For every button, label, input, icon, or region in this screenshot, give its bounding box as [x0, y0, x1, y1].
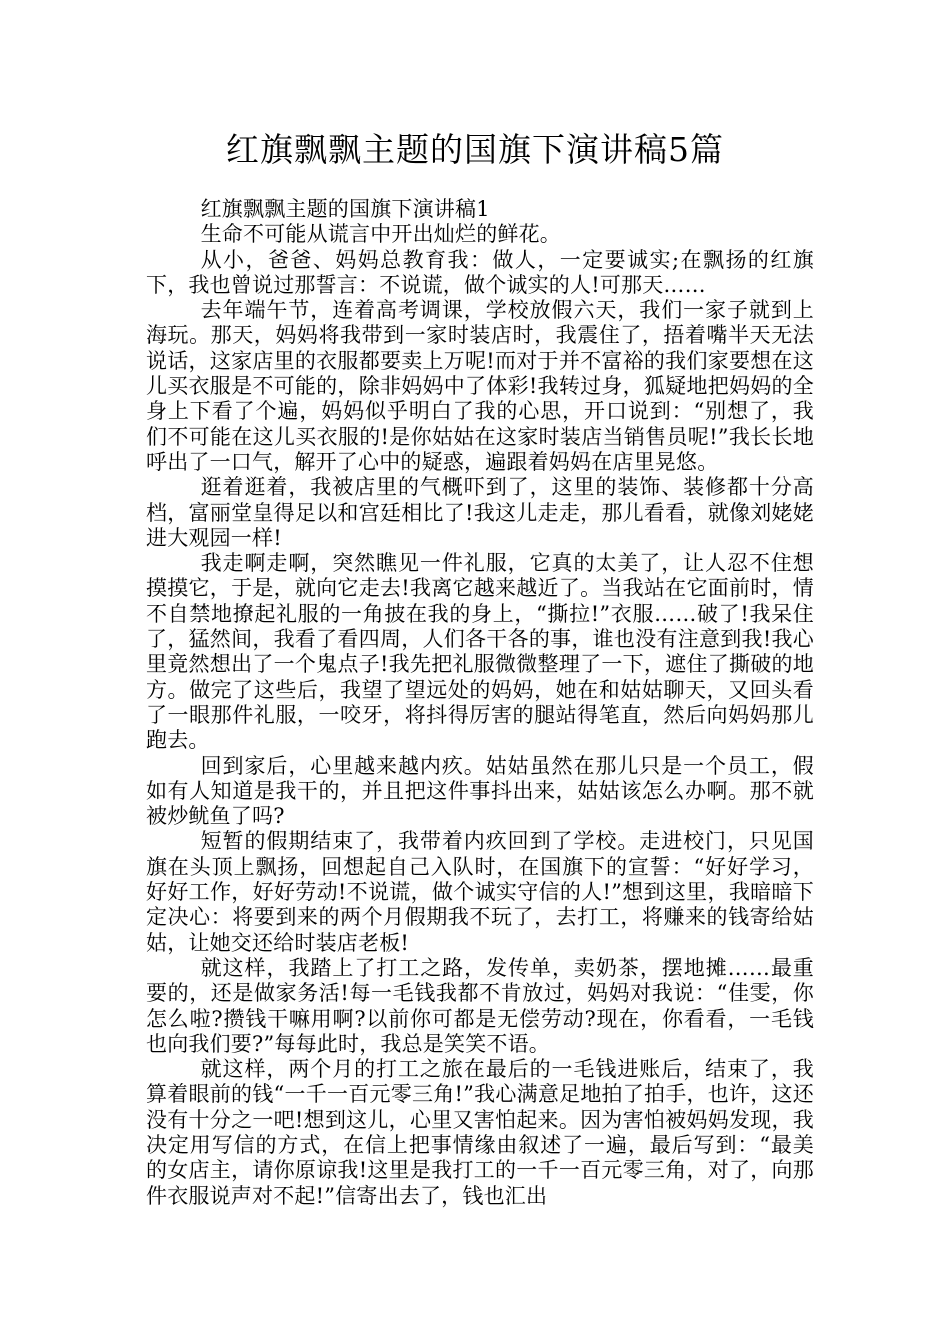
body-paragraph: 我走啊走啊，突然瞧见一件礼服，它真的太美了，让人忍不住想摸摸它，于是，就向它走去!我离它越来越近了。当我站在它面前时，情不自禁地撩起礼服的一角披在我的身上，“撕拉!”衣服……破了!我呆住了，猛然间，我看了看四周，人们各干各的事，谁也没有注意到我!我心里竟然想出了一个鬼点子!我先把礼服微微整理了一下，遮住了撕破的地方。做完了这些后，我望了望远处的妈妈，她在和姑姑聊天，又回头看了一眼那件礼服，一咬牙，将抖得厉害的腿站得笔直，然后向妈妈那儿跑去。	[146, 551, 814, 753]
body-paragraph: 回到家后，心里越来越内疚。姑姑虽然在那儿只是一个员工，假如有人知道是我干的，并且把这件事抖出来，姑姑该怎么办啊。那不就被炒鱿鱼了吗?	[146, 753, 814, 829]
body-paragraph: 从小，爸爸、妈妈总教育我：做人，一定要诚实;在飘扬的红旗下，我也曾说过那誓言：不说谎，做个诚实的人!可那天……	[146, 247, 814, 297]
body-paragraph: 去年端午节，连着高考调课，学校放假六天，我们一家子就到上海玩。那天，妈妈将我带到一家时装店时，我震住了，捂着嘴半天无法说话，这家店里的衣服都要卖上万呢!而对于并不富裕的我们家要想在这儿买衣服是不可能的，除非妈妈中了体彩!我转过身，狐疑地把妈妈的全身上下看了个遍，妈妈似乎明白了我的心思，开口说到：“别想了，我们不可能在这儿买衣服的!是你姑姑在这家时装店当销售员呢!”我长长地呼出了一口气，解开了心中的疑惑，遍跟着妈妈在店里晃悠。	[146, 298, 814, 474]
body-paragraph: 短暂的假期结束了，我带着内疚回到了学校。走进校门，只见国旗在头顶上飘扬，回想起自己入队时，在国旗下的宣誓：“好好学习，好好工作，好好劳动!不说谎，做个诚实守信的人!”想到这里，我暗暗下定决心：将要到来的两个月假期我不玩了，去打工，将赚来的钱寄给姑姑，让她交还给时装店老板!	[146, 829, 814, 955]
body-paragraph: 红旗飘飘主题的国旗下演讲稿1	[200, 197, 490, 221]
body-paragraph: 逛着逛着，我被店里的气概吓到了，这里的装饰、装修都十分高档，富丽堂皇得足以和宫廷相比了!我这儿走走，那儿看看，就像刘姥姥进大观园一样!	[146, 475, 814, 550]
body-paragraph: 就这样，我踏上了打工之路，发传单，卖奶茶，摆地摊……最重要的，还是做家务活!每一毛钱我都不肯放过，妈妈对我说：“佳雯，你怎么啦?攒钱干嘛用啊?以前你可都是无偿劳动?现在，你看看，一毛钱也向我们要?”每每此时，我总是笑笑不语。	[146, 955, 814, 1056]
document-title: 红旗飘飘主题的国旗下演讲稿5篇	[226, 130, 724, 169]
document-body	[146, 197, 814, 1209]
body-paragraph: 就这样，两个月的打工之旅在最后的一毛钱进账后，结束了，我算着眼前的钱“一千一百元零三角!”我心满意足地拍了拍手，也许，这还没有十分之一吧!想到这儿，心里又害怕起来。因为害怕被妈妈发现，我决定用写信的方式，在信上把事情缘由叙述了一遍，最后写到：“最美的女店主，请你原谅我!这里是我打工的一千一百元零三角，对了，向那件衣服说声对不起!”信寄出去了，钱也汇出	[146, 1057, 814, 1208]
body-paragraph: 生命不可能从谎言中开出灿烂的鲜花。	[200, 222, 561, 247]
